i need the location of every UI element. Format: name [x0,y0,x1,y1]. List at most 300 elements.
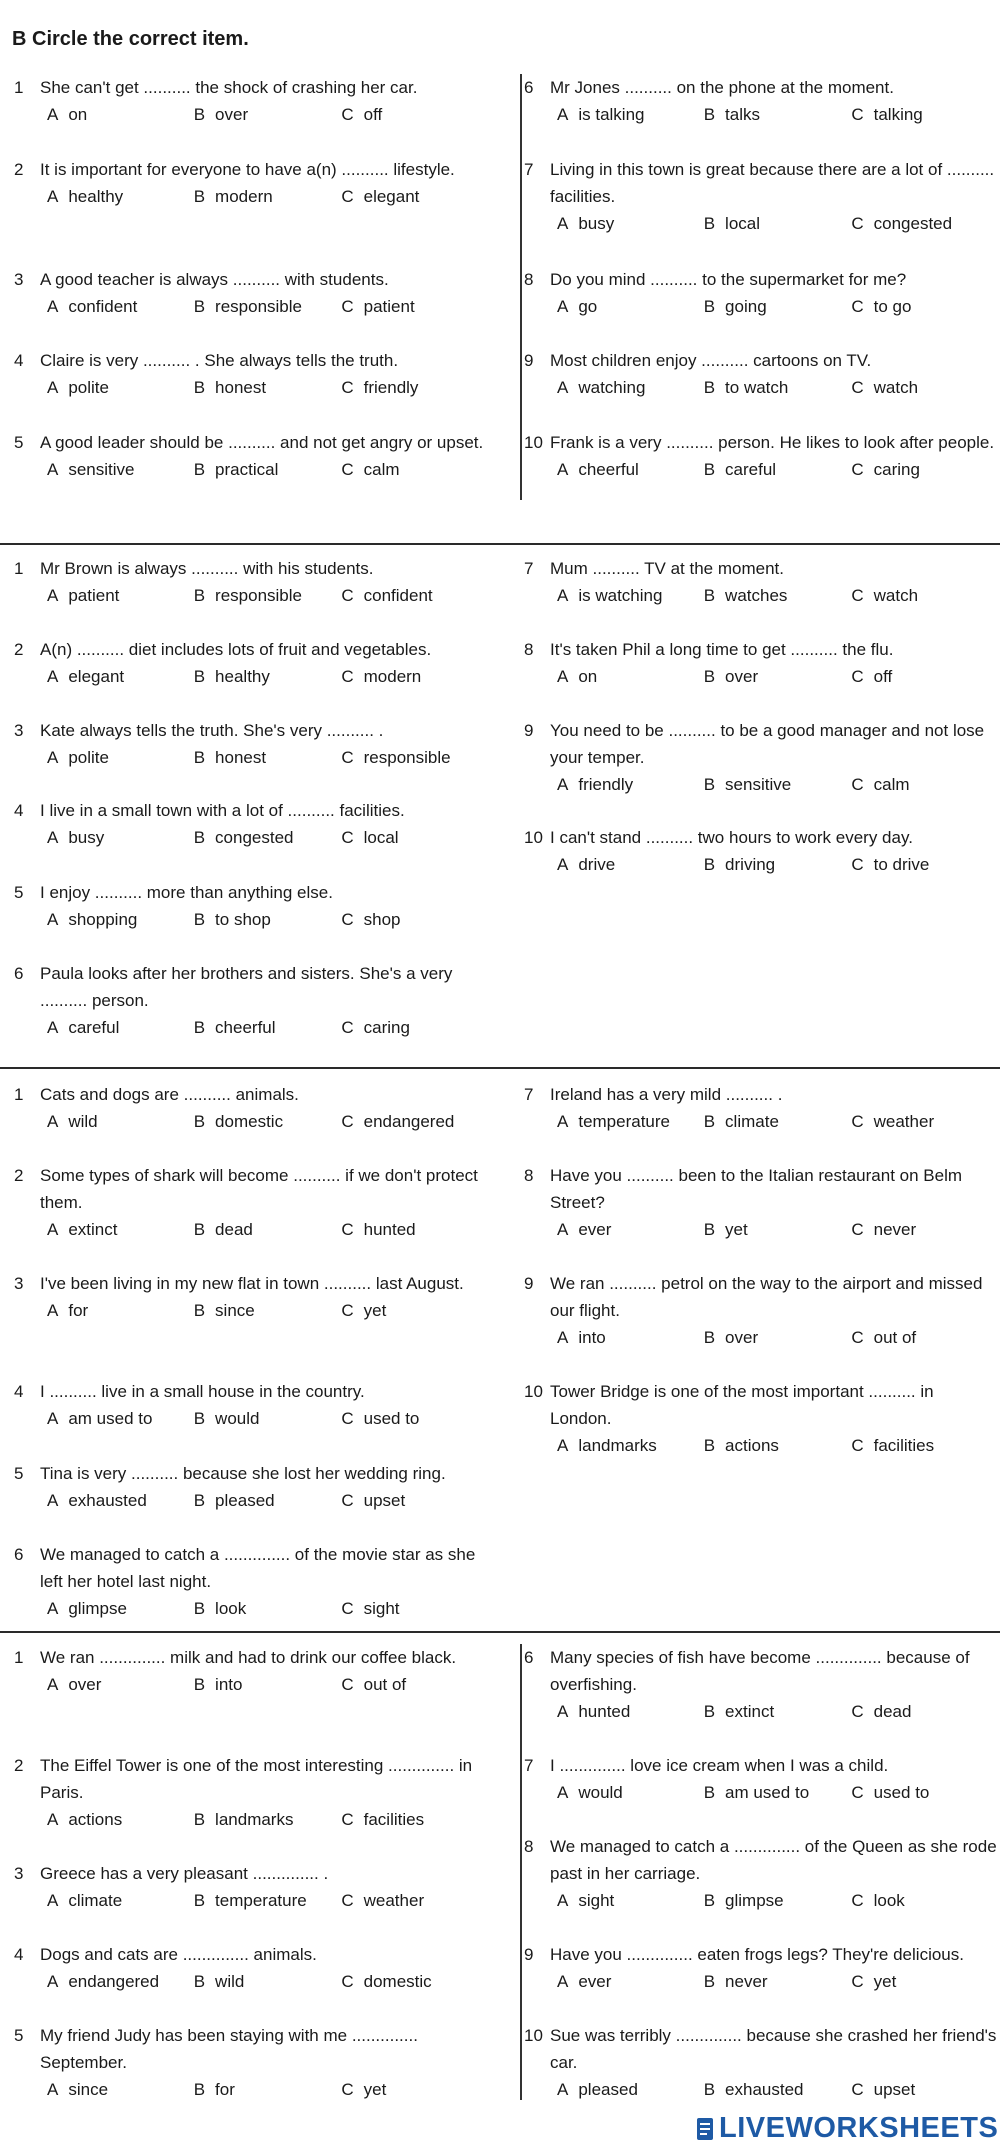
question-number: 4 [14,351,24,370]
question [14,1162,489,1243]
answer-option[interactable] [341,1887,489,1914]
answer-option[interactable] [47,663,194,690]
answer-option[interactable] [194,663,342,690]
answer-option[interactable] [704,1779,852,1806]
answer-option[interactable] [557,771,704,798]
answer-options [14,1671,489,1698]
answer-option[interactable] [47,1671,194,1698]
answer-option[interactable] [47,582,194,609]
option-letter: B [193,748,206,767]
answer-options [14,1968,489,1995]
question-number: 9 [524,1945,534,1964]
answer-option[interactable] [851,456,999,483]
answer-option[interactable] [194,1968,342,1995]
answer-option[interactable] [341,1806,489,1833]
question-stem: Claire is very .......... . She always tells the truth. [40,351,399,370]
answer-option[interactable] [851,1698,999,1725]
question-text [14,1460,489,1487]
option-letter: B [703,1436,716,1455]
question-number: 8 [524,1166,534,1185]
answer-option[interactable] [341,1405,489,1432]
question-number: 7 [524,160,534,179]
question-stem: Cats and dogs are .......... animals. [40,1085,299,1104]
question-number: 8 [524,1837,534,1856]
option-letter: B [193,105,206,124]
answer-option[interactable] [47,1487,194,1514]
answer-option[interactable] [851,1887,999,1914]
answer-option[interactable] [194,1216,342,1243]
option-letter: A [47,187,59,206]
option-letter: C [851,586,864,605]
option-letter: C [851,297,864,316]
question-text [14,717,489,744]
answer-option[interactable] [47,183,194,210]
answer-option[interactable] [851,374,999,401]
option-letter: A [47,1891,59,1910]
option-letter: C [851,667,864,686]
option-text: domestic [363,1972,432,1991]
answer-option[interactable] [851,771,999,798]
answer-option[interactable] [341,183,489,210]
option-text: healthy [215,667,270,686]
question-text [14,1644,489,1671]
option-letter: B [703,378,716,397]
option-letter: C [341,378,354,397]
question-stem: You need to be .......... to be a good manager and not lose your temper. [550,721,985,767]
answer-option[interactable] [47,1297,194,1324]
question-stem: It's taken Phil a long time to get .......... the flu. [550,640,894,659]
question-number: 9 [524,721,534,740]
answer-option[interactable] [557,1968,704,1995]
question [14,1941,489,1995]
option-letter: B [193,1675,206,1694]
option-text: calm [873,775,910,794]
option-text: patient [68,586,120,605]
question-stem: I .............. love ice cream when I was a child. [550,1756,889,1775]
option-text: calm [363,460,400,479]
option-text: caring [363,1018,410,1037]
answer-option[interactable] [47,1108,194,1135]
answer-option[interactable] [851,582,999,609]
option-text: shop [363,910,401,929]
option-text: over [215,105,249,124]
question-text [14,1162,489,1216]
option-text: yet [873,1972,897,1991]
answer-option[interactable] [704,374,852,401]
answer-option[interactable] [851,1216,999,1243]
question-stem: Do you mind .......... to the supermarket for me? [550,270,907,289]
option-text: watch [873,378,919,397]
answer-option[interactable] [557,210,704,237]
question-stem: Kate always tells the truth. She's very .......... . [40,721,384,740]
option-letter: C [341,1491,354,1510]
option-letter: C [341,297,354,316]
answer-option[interactable] [704,771,852,798]
answer-option[interactable] [47,1405,194,1432]
option-text: modern [215,187,273,206]
option-letter: A [47,1491,59,1510]
option-text: yet [363,2080,387,2099]
answer-option[interactable] [47,1595,194,1622]
answer-option[interactable] [704,1698,852,1725]
option-text: cheerful [215,1018,276,1037]
option-letter: A [557,1891,569,1910]
option-text: local [363,828,399,847]
option-letter: B [193,460,206,479]
answer-option[interactable] [341,1216,489,1243]
question [14,347,489,401]
option-text: over [725,1328,759,1347]
option-letter: A [557,1702,569,1721]
answer-option[interactable] [557,851,704,878]
answer-option[interactable] [851,101,999,128]
option-text: actions [725,1436,779,1455]
question-text [524,1162,999,1216]
answer-option[interactable] [194,1806,342,1833]
option-text: dead [873,1702,912,1721]
answer-option[interactable] [47,374,194,401]
answer-option[interactable] [194,1487,342,1514]
question [524,1644,999,1725]
question [14,74,489,128]
question-text [524,1081,999,1108]
option-text: modern [363,667,422,686]
option-text: go [578,297,598,316]
option-text: congested [873,214,953,233]
question-number: 1 [14,559,24,578]
section-divider [0,543,1000,545]
answer-options [524,374,999,401]
option-text: pleased [578,2080,638,2099]
question-number: 9 [524,1274,534,1293]
option-text: healthy [68,187,124,206]
option-text: into [578,1328,606,1347]
option-text: responsible [215,586,302,605]
option-text: off [363,105,383,124]
answer-option[interactable] [557,1324,704,1351]
answer-option[interactable] [194,183,342,210]
answer-option[interactable] [47,744,194,771]
option-text: driving [725,855,776,874]
answer-options [14,374,489,401]
question-text [14,797,489,824]
answer-option[interactable] [341,663,489,690]
answer-option[interactable] [341,824,489,851]
option-text: sensitive [68,460,135,479]
answer-option[interactable] [704,456,852,483]
answer-option[interactable] [194,1405,342,1432]
question-text [524,347,999,374]
answer-option[interactable] [194,1887,342,1914]
question-text [524,1752,999,1779]
option-text: extinct [68,1220,118,1239]
option-text: going [725,297,767,316]
answer-option[interactable] [704,2076,852,2103]
answer-options [14,582,489,609]
question-text [524,717,999,771]
answer-option[interactable] [194,1671,342,1698]
answer-option[interactable] [341,1297,489,1324]
answer-option[interactable] [557,663,704,690]
answer-option[interactable] [194,744,342,771]
answer-option[interactable] [194,1014,342,1041]
option-text: ever [578,1972,612,1991]
question [524,1162,999,1243]
answer-option[interactable] [557,1108,704,1135]
option-text: would [578,1783,623,1802]
option-letter: C [341,667,354,686]
question [14,1378,489,1432]
option-text: facilities [363,1810,425,1829]
answer-options [14,1405,489,1432]
answer-option[interactable] [851,851,999,878]
answer-option[interactable] [341,1108,489,1135]
question-stem: We ran .............. milk and had to drink our coffee black. [40,1648,457,1667]
question-number: 4 [14,801,24,820]
option-letter: B [703,1328,716,1347]
question-text [524,2022,999,2076]
option-letter: B [193,1220,206,1239]
option-letter: B [703,214,716,233]
answer-option[interactable] [341,1671,489,1698]
option-letter: C [851,2080,864,2099]
answer-option[interactable] [47,1806,194,1833]
answer-option[interactable] [47,1968,194,1995]
answer-option[interactable] [194,101,342,128]
option-letter: B [193,1112,206,1131]
answer-option[interactable] [341,1968,489,1995]
question-number: 6 [524,78,534,97]
option-letter: A [47,1409,59,1428]
answer-option[interactable] [557,1887,704,1914]
answer-option[interactable] [194,582,342,609]
answer-option[interactable] [47,906,194,933]
option-text: wild [68,1112,98,1131]
option-letter: B [703,460,716,479]
question-number: 3 [14,1274,24,1293]
question-stem: Most children enjoy .......... cartoons on TV. [550,351,872,370]
answer-option[interactable] [557,2076,704,2103]
question-text [524,156,999,210]
question-text [524,1833,999,1887]
answer-option[interactable] [341,1487,489,1514]
answer-option[interactable] [194,2076,342,2103]
answer-option[interactable] [851,293,999,320]
question [524,636,999,690]
question [14,1541,489,1622]
answer-option[interactable] [704,1108,852,1135]
option-text: weather [873,1112,935,1131]
answer-option[interactable] [704,1324,852,1351]
option-letter: C [851,214,864,233]
answer-option[interactable] [704,1216,852,1243]
option-letter: C [341,1112,354,1131]
option-letter: C [851,1702,864,1721]
answer-option[interactable] [341,374,489,401]
answer-option[interactable] [194,293,342,320]
answer-option[interactable] [851,1324,999,1351]
option-text: polite [68,748,109,767]
option-letter: A [47,1810,59,1829]
answer-option[interactable] [851,1779,999,1806]
option-text: yet [363,1301,387,1320]
question [14,156,489,210]
answer-option[interactable] [851,1968,999,1995]
option-letter: B [703,1112,716,1131]
option-text: cheerful [578,460,639,479]
option-letter: A [557,1783,569,1802]
answer-option[interactable] [704,210,852,237]
column-divider [520,74,522,500]
option-text: am used to [68,1409,153,1428]
option-letter: C [341,828,354,847]
answer-option[interactable] [851,663,999,690]
answer-option[interactable] [47,293,194,320]
option-text: watch [873,586,919,605]
question [524,266,999,320]
option-text: exhausted [725,2080,804,2099]
answer-option[interactable] [47,1014,194,1041]
question-number: 2 [14,640,24,659]
option-letter: C [851,855,864,874]
question [524,1752,999,1806]
answer-option[interactable] [851,210,999,237]
answer-option[interactable] [194,1108,342,1135]
option-text: is watching [578,586,663,605]
question-stem: Some types of shark will become .......... if we don't protect them. [40,1166,478,1212]
answer-option[interactable] [704,1432,852,1459]
answer-options [14,1108,489,1135]
answer-option[interactable] [557,1698,704,1725]
answer-option[interactable] [704,1887,852,1914]
option-letter: B [193,586,206,605]
answer-option[interactable] [194,1297,342,1324]
answer-option[interactable] [851,1108,999,1135]
question [524,156,999,237]
question-stem: A good leader should be .......... and not get angry or upset. [40,433,484,452]
answer-option[interactable] [341,456,489,483]
answer-option[interactable] [47,824,194,851]
option-letter: C [851,1220,864,1239]
option-text: is talking [578,105,645,124]
answer-option[interactable] [704,663,852,690]
question-number: 5 [14,883,24,902]
question-text [14,1941,489,1968]
answer-option[interactable] [557,101,704,128]
column-divider [520,1644,522,2100]
answer-options [524,851,999,878]
option-letter: B [703,2080,716,2099]
answer-option[interactable] [557,1779,704,1806]
option-letter: A [557,105,569,124]
option-letter: B [193,378,206,397]
question [14,1752,489,1833]
answer-option[interactable] [341,744,489,771]
answer-option[interactable] [341,101,489,128]
answer-option[interactable] [704,293,852,320]
answer-option[interactable] [47,1887,194,1914]
answer-option[interactable] [557,374,704,401]
answer-option[interactable] [557,1432,704,1459]
question-text [14,1081,489,1108]
question-text [14,1378,489,1405]
answer-option[interactable] [704,851,852,878]
answer-option[interactable] [557,1216,704,1243]
answer-option[interactable] [194,906,342,933]
option-letter: B [193,1891,206,1910]
question-stem: The Eiffel Tower is one of the most interesting .............. in Paris. [40,1756,473,1802]
answer-option[interactable] [341,1595,489,1622]
option-text: landmarks [578,1436,657,1455]
answer-option[interactable] [341,906,489,933]
option-letter: C [341,460,354,479]
option-letter: A [557,1436,569,1455]
answer-options [524,1698,999,1725]
answer-options [14,1216,489,1243]
question-number: 9 [524,351,534,370]
answer-option[interactable] [557,582,704,609]
option-letter: B [193,2080,206,2099]
option-letter: C [341,187,354,206]
question-text [524,429,999,456]
answer-option[interactable] [704,1968,852,1995]
answer-option[interactable] [341,2076,489,2103]
answer-option[interactable] [194,456,342,483]
answer-option[interactable] [194,824,342,851]
answer-option[interactable] [47,2076,194,2103]
question-text [14,2022,489,2076]
question-number: 10 [524,828,543,847]
option-text: busy [578,214,615,233]
question [524,555,999,609]
answer-option[interactable] [341,582,489,609]
answer-option[interactable] [851,2076,999,2103]
option-letter: C [341,1891,354,1910]
answer-option[interactable] [47,1216,194,1243]
option-text: over [68,1675,102,1694]
option-letter: B [703,586,716,605]
option-text: off [873,667,893,686]
answer-option[interactable] [341,1014,489,1041]
answer-option[interactable] [194,1595,342,1622]
option-letter: A [47,1220,59,1239]
option-letter: A [557,586,569,605]
option-text: practical [215,460,279,479]
answer-option[interactable] [47,101,194,128]
option-text: patient [363,297,415,316]
question-stem: Have you .......... been to the Italian restaurant on Belm Street? [550,1166,963,1212]
option-letter: B [703,1702,716,1721]
option-text: dead [215,1220,253,1239]
answer-option[interactable] [851,1432,999,1459]
answer-option[interactable] [341,293,489,320]
option-text: careful [725,460,777,479]
question-text [14,960,489,1014]
answer-options [524,101,999,128]
answer-option[interactable] [557,293,704,320]
option-letter: C [341,1409,354,1428]
answer-option[interactable] [557,456,704,483]
answer-options [524,456,999,483]
answer-option[interactable] [704,101,852,128]
answer-option[interactable] [47,456,194,483]
option-text: never [725,1972,768,1991]
option-text: honest [215,748,267,767]
option-text: climate [68,1891,123,1910]
answer-option[interactable] [194,374,342,401]
question-number: 6 [14,1545,24,1564]
answer-option[interactable] [704,582,852,609]
